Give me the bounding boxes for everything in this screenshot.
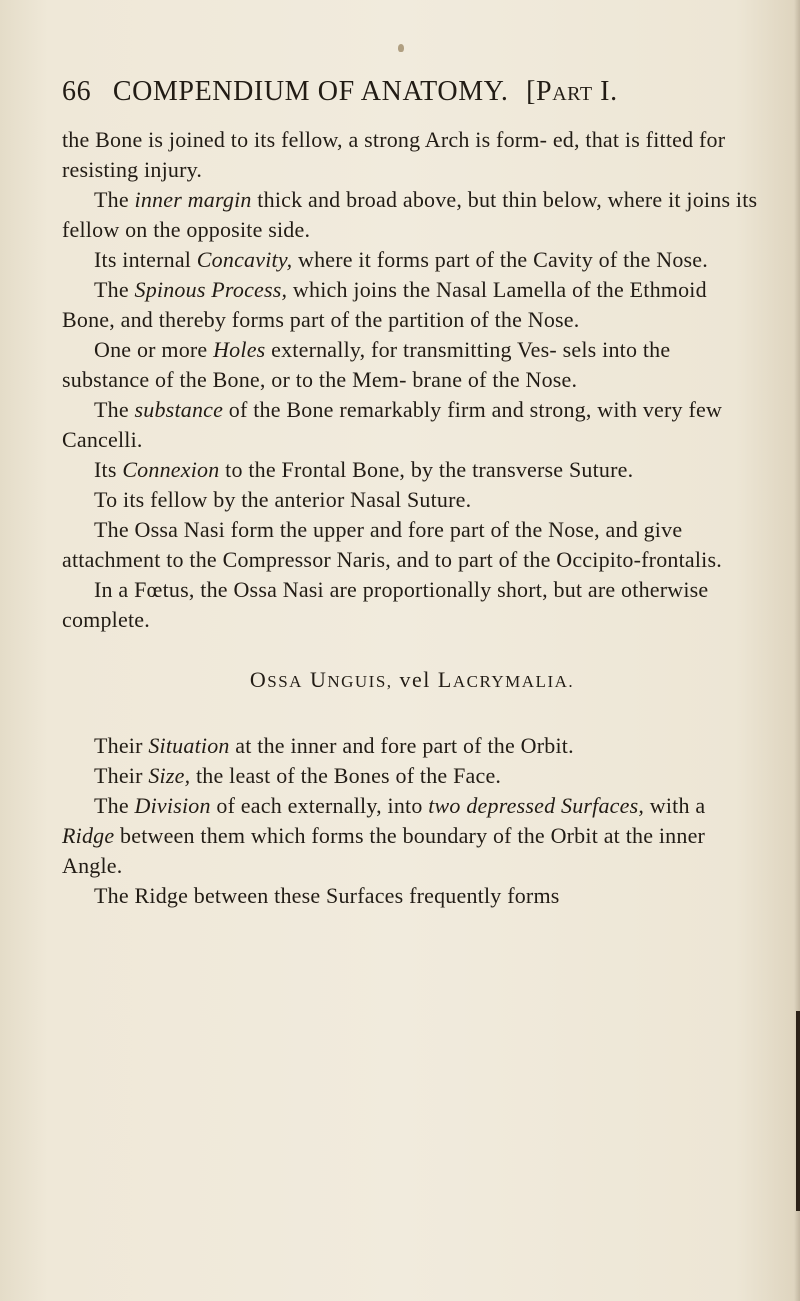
paragraph: One or more Holes externally, for transmitting Ves- sels into the substance of the Bone, or to the Mem- brane of the Nose. <box>62 337 671 392</box>
section-heading: OSSA UNGUIS, vel LACRYMALIA. <box>249 667 575 692</box>
paragraph: The Spinous Process, which joins the Nasal Lamella of the Ethmoid Bone, and thereby forms part of the partition of the Nose. <box>62 277 707 332</box>
paragraph: The inner margin thick and broad above, but thin below, where it joins its fellow on the opposite side. <box>62 187 758 242</box>
paragraph: Their Situation at the inner and fore part of the Orbit. <box>94 733 574 758</box>
paragraph: Its Connexion to the Frontal Bone, by the transverse Suture. <box>94 457 634 482</box>
paragraph: Their Size, the least of the Bones of the Face. <box>94 763 502 788</box>
paragraph: In a Fœtus, the Ossa Nasi are proportionally short, but are otherwise complete. <box>62 577 709 632</box>
adjacent-page-stub <box>796 1011 800 1211</box>
text-body <box>62 125 762 911</box>
paragraph: The Ossa Nasi form the upper and fore part of the Nose, and give attachment to the Compressor Naris, and to part of the Occipito-frontalis. <box>62 517 722 572</box>
running-header <box>62 76 762 108</box>
part-label: [PART I. <box>526 76 618 107</box>
running-title: COMPENDIUM OF ANATOMY. <box>112 76 509 107</box>
paragraph: the Bone is joined to its fellow, a strong Arch is form- ed, that is fitted for resisting injury. <box>62 127 726 182</box>
paragraph: The substance of the Bone remarkably firm and strong, with very few Cancelli. <box>62 397 723 452</box>
page-number: 66 <box>62 76 92 107</box>
ink-speck <box>398 44 404 52</box>
paragraph: The Ridge between these Surfaces frequently forms <box>94 883 560 908</box>
paragraph: The Division of each externally, into two depressed Surfaces, with a Ridge between them which forms the boundary of the Orbit at the inner Angle. <box>62 793 706 878</box>
paragraph: To its fellow by the anterior Nasal Suture. <box>94 487 472 512</box>
paragraph: Its internal Concavity, where it forms part of the Cavity of the Nose. <box>94 247 708 272</box>
